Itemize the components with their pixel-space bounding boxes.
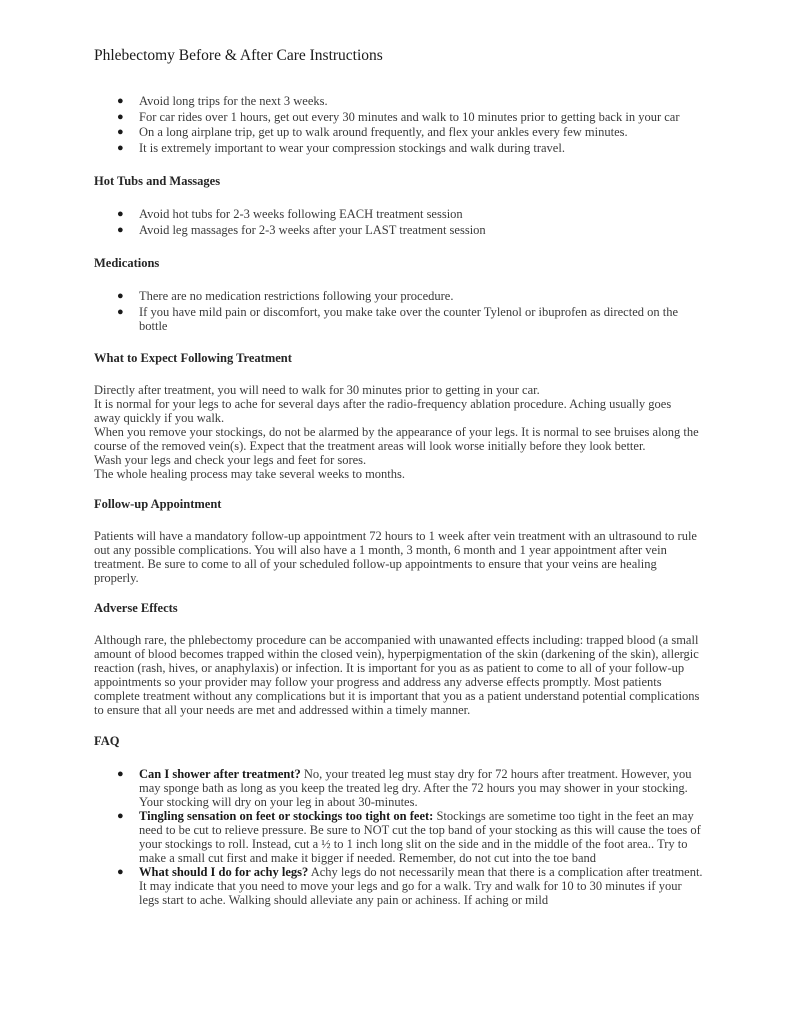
medications-list xyxy=(94,289,704,333)
faq-item xyxy=(94,865,704,907)
faq-answer: Achy legs do not necessarily mean that there is a complication after treatment. It may indicate that you need to move your legs and go for a walk. Try and walk for 10 to 30 minutes if your legs start to ache. Walking should alleviate any pain or achiness. If aching or mild xyxy=(139,865,703,907)
faq-item xyxy=(94,767,704,809)
list-item: ● Avoid long trips for the next 3 weeks. xyxy=(117,94,328,108)
faq-question: Tingling sensation on feet or stockings too tight on feet: xyxy=(139,809,434,823)
list-item: ● For car rides over 1 hours, get out every 30 minutes and walk to 10 minutes prior to getting back in your car xyxy=(117,109,680,124)
expect-line: Wash your legs and check your legs and feet for sores. xyxy=(94,453,367,467)
faq-item xyxy=(94,809,704,865)
expect-line: Directly after treatment, you will need to walk for 30 minutes prior to getting in your car. xyxy=(94,383,540,397)
hot-tubs-heading: Hot Tubs and Massages xyxy=(94,174,221,188)
hot-tubs-list xyxy=(94,207,704,238)
adverse-heading: Adverse Effects xyxy=(94,601,178,615)
list-item: ● Avoid leg massages for 2-3 weeks after your LAST treatment session xyxy=(117,222,486,237)
followup-paragraph: Patients will have a mandatory follow-up appointment 72 hours to 1 week after vein treatment with an ultrasound to rule out any possible complications. You will also have a 1 month, 3 month, 6 month and 1 year appointment after vein treatment. Be sure to come to all of your scheduled follow-up appointments to ensure that your veins are healing properly. xyxy=(94,529,697,585)
expect-paragraph xyxy=(94,383,700,481)
bullet-icon: ● xyxy=(117,126,124,138)
faq-list xyxy=(94,767,704,907)
bullet-icon: ● xyxy=(117,866,124,878)
bullet-icon: ● xyxy=(117,810,124,822)
faq-answer: Stockings are sometime too tight in the feet an may need to be cut to relieve pressure. Be sure to NOT cut the top band of your stocking as this will cause the toes of your stockings to roll. Instead, cut a ½ to 1 inch long slit on the side and in the middle of the foot area.. Try to make a small cut first and make it bigger if needed. Remember, do not cut into the toe band xyxy=(139,809,701,865)
expect-line: When you remove your stockings, do not be alarmed by the appearance of your legs. It is normal to see bruises along the course of the removed vein(s). Expect that the treatment areas will look worse initially before they look better. xyxy=(94,425,699,453)
bullet-icon: ● xyxy=(117,768,124,780)
travel-list xyxy=(94,94,704,156)
adverse-paragraph: Although rare, the phlebectomy procedure can be accompanied with unawanted effects including: trapped blood (a small amount of blood becomes trapped within the closed vein), hyperpigmentation of the skin (darkening of the skin), allergic reaction (rash, hives, or anaphylaxis) or infection. It is important for you as as patient to come to all of your follow-up appointments so your provider may follow your progress and address any adverse effects promptly. Most patients complete treatment without any complications but it is important that you as a patient understand potential complications to ensure that all your needs are met and addressed within a timely manner. xyxy=(94,633,700,717)
faq-question: What should I do for achy legs? xyxy=(139,865,309,879)
bullet-icon: ● xyxy=(117,208,124,220)
faq-answer: No, your treated leg must stay dry for 72 hours after treatment. However, you may sponge bath as long as you keep the treated leg dry. After the 72 hours you may shower in your stocking. Your stocking will dry on your leg in about 30-minutes. xyxy=(139,767,692,809)
list-item: ● There are no medication restrictions following your procedure. xyxy=(117,289,454,303)
expect-heading: What to Expect Following Treatment xyxy=(94,351,292,365)
list-item: ● On a long airplane trip, get up to walk around frequently, and flex your ankles every few minutes. xyxy=(117,125,628,139)
bullet-icon: ● xyxy=(117,305,124,318)
list-item: ● Avoid hot tubs for 2-3 weeks following EACH treatment session xyxy=(117,207,463,221)
faq-question: Can I shower after treatment? xyxy=(139,767,301,781)
faq-heading: FAQ xyxy=(94,734,120,748)
bullet-icon: ● xyxy=(117,141,124,154)
list-item: ● It is extremely important to wear your compression stockings and walk during travel. xyxy=(117,140,565,155)
followup-heading: Follow-up Appointment xyxy=(94,497,222,511)
bullet-icon: ● xyxy=(117,110,124,123)
bullet-icon: ● xyxy=(117,223,124,236)
expect-line: The whole healing process may take several weeks to months. xyxy=(94,467,406,481)
bullet-icon: ● xyxy=(117,290,124,302)
medications-heading: Medications xyxy=(94,256,160,270)
expect-line: It is normal for your legs to ache for several days after the radio-frequency ablation procedure. Aching usually goes away quickly if you walk. xyxy=(94,397,672,425)
bullet-icon: ● xyxy=(117,95,124,107)
page-title: Phlebectomy Before & After Care Instructions xyxy=(94,47,383,64)
list-item: ● If you have mild pain or discomfort, you make take over the counter Tylenol or ibuprofen as directed on the bottle xyxy=(117,304,679,333)
